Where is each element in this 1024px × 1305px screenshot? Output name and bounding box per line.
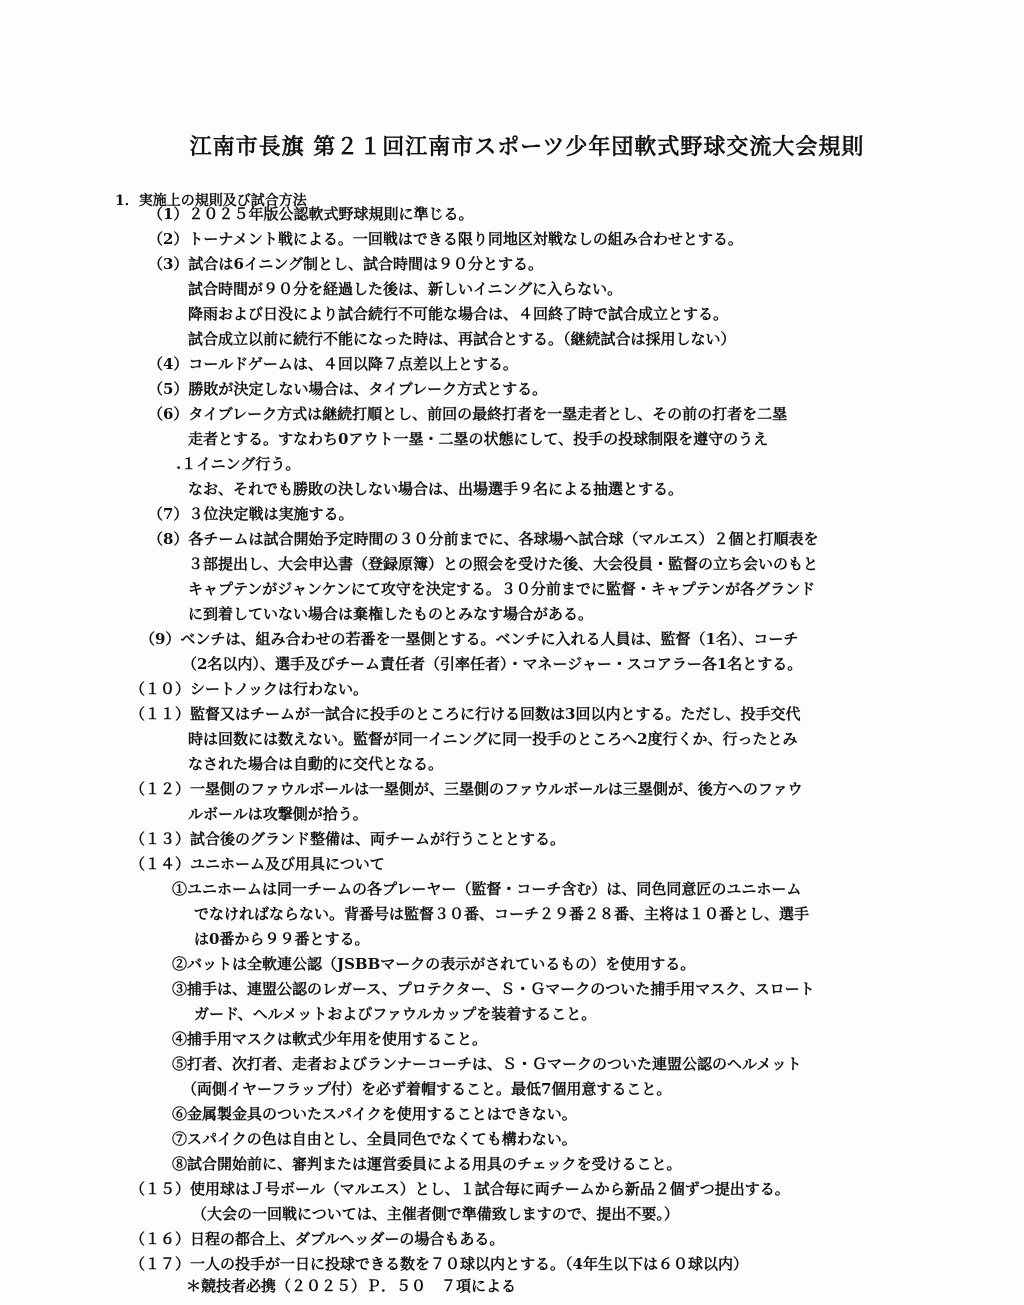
rule-line: ③捕手は、連盟公認のレガース、プロテクター、Ｓ・Ｇマークのついた捕手用マスク、スロート xyxy=(172,980,815,998)
rule-line: ⑧試合開始前に、審判または運営委員による用具のチェックを受けること。 xyxy=(172,1155,682,1173)
rule-line: （3）試合は6イニング制とし、試合時間は９０分とする。 xyxy=(148,255,543,273)
rule-line: （両側イヤーフラップ付）を必ず着帽すること。最低7個用意すること。 xyxy=(182,1080,672,1098)
rule-line: 試合成立以前に続行不能になった時は、再試合とする。（継続試合は採用しない） xyxy=(188,330,736,348)
rule-line: （4）コールドゲームは、４回以降７点差以上とする。 xyxy=(148,355,518,373)
rule-line: でなければならない。背番号は監督３０番、コーチ２９番２８番、主将は１０番とし、選手 xyxy=(194,905,810,923)
rule-line: ガード、ヘルメットおよびファウルカップを装着すること。 xyxy=(194,1005,597,1023)
rule-line: 降雨および日没により試合続行不可能な場合は、４回終了時で試合成立とする。 xyxy=(188,305,729,323)
rule-line: ④捕手用マスクは軟式少年用を使用すること。 xyxy=(172,1030,488,1048)
rule-line: （大会の一回戦については、主催者側で準備致しますので、提出不要。） xyxy=(192,1205,679,1223)
rule-line: （１４）ユニホーム及び用具について xyxy=(130,855,385,873)
rule-line: （１３）試合後のグランド整備は、両チームが行うこととする。 xyxy=(130,830,566,848)
rule-line: （9）ベンチは、組み合わせの若番を一塁側とする。ベンチに入れる人員は、監督（1名）、コーチ xyxy=(140,630,799,648)
rule-line: （１０）シートノックは行わない。 xyxy=(130,680,369,698)
rule-line: （１５）使用球はＪ号ボール（マルエス）とし、１試合毎に両チームから新品２個ずつ提出する。 xyxy=(130,1180,790,1198)
rule-line: ②バットは全軟連公認（JSBBマークの表示がされているもの）を使用する。 xyxy=(172,955,696,973)
rule-line: 走者とする。すなわち0アウト一塁・二塁の状態にして、投手の投球制限を遵守のうえ xyxy=(188,430,769,448)
rule-line: ルボールは攻撃側が拾う。 xyxy=(188,805,368,823)
rule-line: ３部提出し、大会申込書（登録原簿）との照会を受けた後、大会役員・監督の立ち会いのもと xyxy=(188,555,819,573)
rule-line: ＊競技者必携（２０２５）Ｐ．５０ ７項による xyxy=(186,1277,517,1295)
rule-line: （2名以内）、選手及びチーム責任者（引率任者）・マネージャー・スコアラー各1名とする。 xyxy=(182,655,803,673)
rule-line: （8）各チームは試合開始予定時間の３０分前までに、各球場へ試合球（マルエス）２個と打順表を xyxy=(148,530,819,548)
rule-line: （7）３位決定戦は実施する。 xyxy=(148,505,354,523)
rule-line: （１２）一塁側のファウルボールは一塁側が、三塁側のファウルボールは三塁側が、後方へのファウ xyxy=(130,780,803,798)
rule-line: ⑦スパイクの色は自由とし、全員同色でなくても構わない。 xyxy=(172,1130,577,1148)
document-title: 江南市長旗 第２１回江南市スポーツ少年団軟式野球交流大会規則 xyxy=(189,134,865,160)
rule-line: ⑥金属製金具のついたスパイクを使用することはできない。 xyxy=(172,1105,577,1123)
rule-line: なされた場合は自動的に交代となる。 xyxy=(188,755,444,773)
rule-line: （5）勝敗が決定しない場合は、タイブレーク方式とする。 xyxy=(148,380,548,398)
rule-line: （１７）一人の投手が一日に投球できる数を７０球以内とする。（4年生以下は６０球以内） xyxy=(130,1255,748,1273)
rule-line: ①ユニホームは同一チームの各プレーヤー（監督・コーチ含む）は、同色同意匠のユニホーム xyxy=(172,880,802,898)
rule-line: （1）２０２５年版公認軟式野球規則に準じる。 xyxy=(148,205,474,223)
rule-line: キャプテンがジャンケンにて攻守を決定する。３０分前までに監督・キャプテンが各グランド xyxy=(188,580,816,598)
rule-line: 試合時間が９０分を経過した後は、新しいイニングに入らない。 xyxy=(188,280,623,298)
rule-line: に到着していない場合は棄権したものとみなす場合がある。 xyxy=(188,605,594,623)
rule-line: （１１）監督又はチームが一試合に投手のところに行ける回数は3回以内とする。ただし、投手交代 xyxy=(130,705,801,723)
rule-line: は0番から９９番とする。 xyxy=(194,930,370,948)
rule-line: .１イニング行う。 xyxy=(176,455,301,473)
rule-line: （2）トーナメント戦による。一回戦はできる限り同地区対戦なしの組み合わせとする。 xyxy=(148,230,743,248)
rule-line: なお、それでも勝敗の決しない場合は、出場選手９名による抽選とする。 xyxy=(188,480,684,498)
rule-line: （１６）日程の都合上、ダブルヘッダーの場合もある。 xyxy=(130,1230,505,1248)
rule-line: （6）タイブレーク方式は継続打順とし、前回の最終打者を一塁走者とし、その前の打者を二塁 xyxy=(148,405,788,423)
section-heading: 1．実施上の規則及び試合方法 xyxy=(115,193,307,209)
rule-line: ⑤打者、次打者、走者およびランナーコーチは、Ｓ・Ｇマークのついた連盟公認のヘルメット xyxy=(172,1055,802,1073)
rule-line: 時は回数には数えない。監督が同一イニングに同一投手のところへ2度行くか、行ったとみ xyxy=(188,730,798,748)
